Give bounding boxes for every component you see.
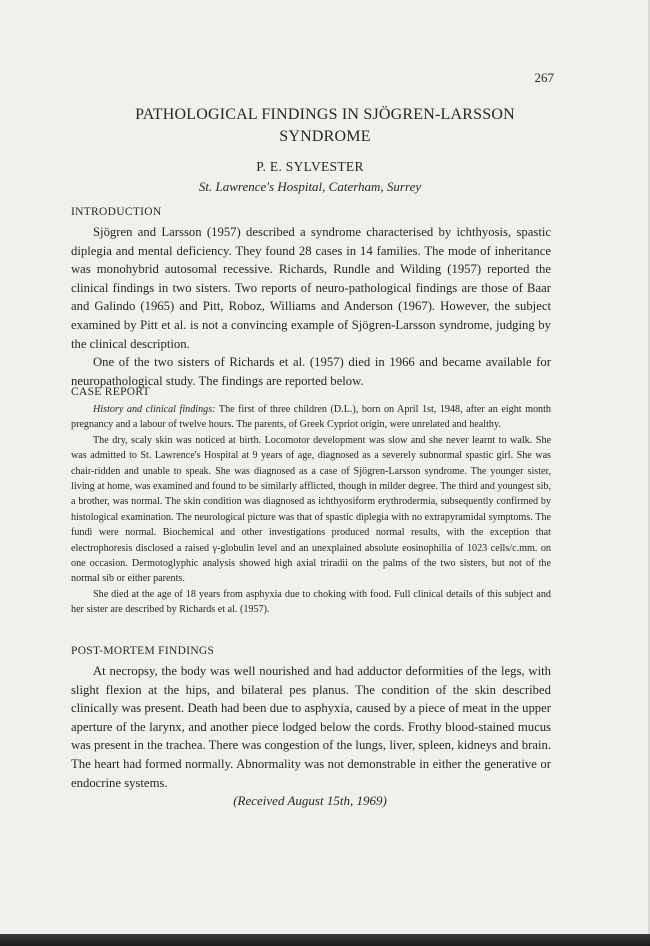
- author-name: P. E. SYLVESTER: [256, 159, 364, 174]
- title-line-1: PATHOLOGICAL FINDINGS IN SJÖGREN-LARSSON: [135, 106, 515, 123]
- introduction-paragraph: Sjögren and Larsson (1957) described a syndrome characterised by ichthyosis, spastic diplegia and mental deficiency. They found 28 cases in 14 families. The mode of inheritance was monohybrid autosomal recessive. Richards, Rundle and Wilding (1957) reported the clinical findings in two sisters. Two reports of neuro-pathological findings are those of Baar and Galindo (1965) and Pitt, Roboz, Williams and Anderson (1967). However, the subject examined by Pitt et al. is not a convincing example of Sjögren-Larsson syndrome, judging by the clinical description.: [71, 225, 551, 351]
- post-mortem-body: [71, 662, 551, 792]
- received-date: (Received August 15th, 1969): [233, 793, 387, 808]
- page-number: 267: [534, 70, 554, 85]
- case-report-paragraph: She died at the age of 18 years from asphyxia due to choking with food. Full clinical details of this subject and her sister are described by Richards et al. (1957).: [71, 588, 551, 616]
- case-report-body: [71, 402, 551, 618]
- introduction-paragraph: One of the two sisters of Richards et al. (1957) died in 1966 and became available for neuropathological study. The findings are reported below.: [71, 355, 551, 388]
- author-affiliation: St. Lawrence's Hospital, Caterham, Surrey: [198, 179, 422, 194]
- article-title: [80, 104, 570, 148]
- introduction-body: [71, 223, 551, 390]
- history-text: The first of three children (D.L.), born on April 1st, 1948, after an eight month pregnancy and a labour of twelve hours. The parents, of Greek Cypriot origin, were unrelated and healthy.: [71, 404, 551, 431]
- history-label: History and clinical findings:: [93, 404, 216, 415]
- scan-edge: [0, 934, 650, 946]
- case-report-paragraph: [71, 402, 551, 433]
- introduction-heading: INTRODUCTION: [71, 206, 162, 218]
- case-report-heading: CASE REPORT: [71, 386, 150, 398]
- post-mortem-paragraph: At necropsy, the body was well nourished and had adductor deformities of the legs, with slight flexion at the hips, and bilateral pes planus. The condition of the skin described clinically was present. Death had been due to asphyxia, caused by a piece of meat in the upper aperture of the larynx, and another piece lodged below the cords. Frothy blood-stained mucus was present in the trachea. There was congestion of the lungs, liver, spleen, kidneys and brain. The heart had formed normally. Abnormality was not demonstrable in either the generative or endocrine systems.: [71, 664, 551, 790]
- post-mortem-heading: POST-MORTEM FINDINGS: [71, 645, 215, 657]
- title-line-2: SYNDROME: [279, 128, 371, 145]
- case-report-paragraph: The dry, scaly skin was noticed at birth. Locomotor development was slow and she never learnt to walk. She was admitted to St. Lawrence's Hospital at 9 years of age, diagnosed as a severely subnormal spastic girl. She was chair-ridden and unable to speak. She was diagnosed as a case of Sjögren-Larsson syndrome. The younger sister, living at home, was examined and found to be similarly afflicted, though in milder degree. The third and youngest sib, a brother, was normal. The skin condition was diagnosed as ichthyosiform erythrodermia, subsequently confirmed by histological examination. The neurological picture was that of spastic diplegia with no extrapyramidal symptoms. The fundi were normal. Biochemical and other investigations produced normal results, with the exception that electrophoresis disclosed a raised γ-globulin level and an unexplained absolute eosinophilia of 1023 cells/c.mm. on one occasion. Dermotoglyphic analysis showed high axial triradii on the palms of the two sisters, but not of the normal sib or either parents.: [71, 434, 551, 585]
